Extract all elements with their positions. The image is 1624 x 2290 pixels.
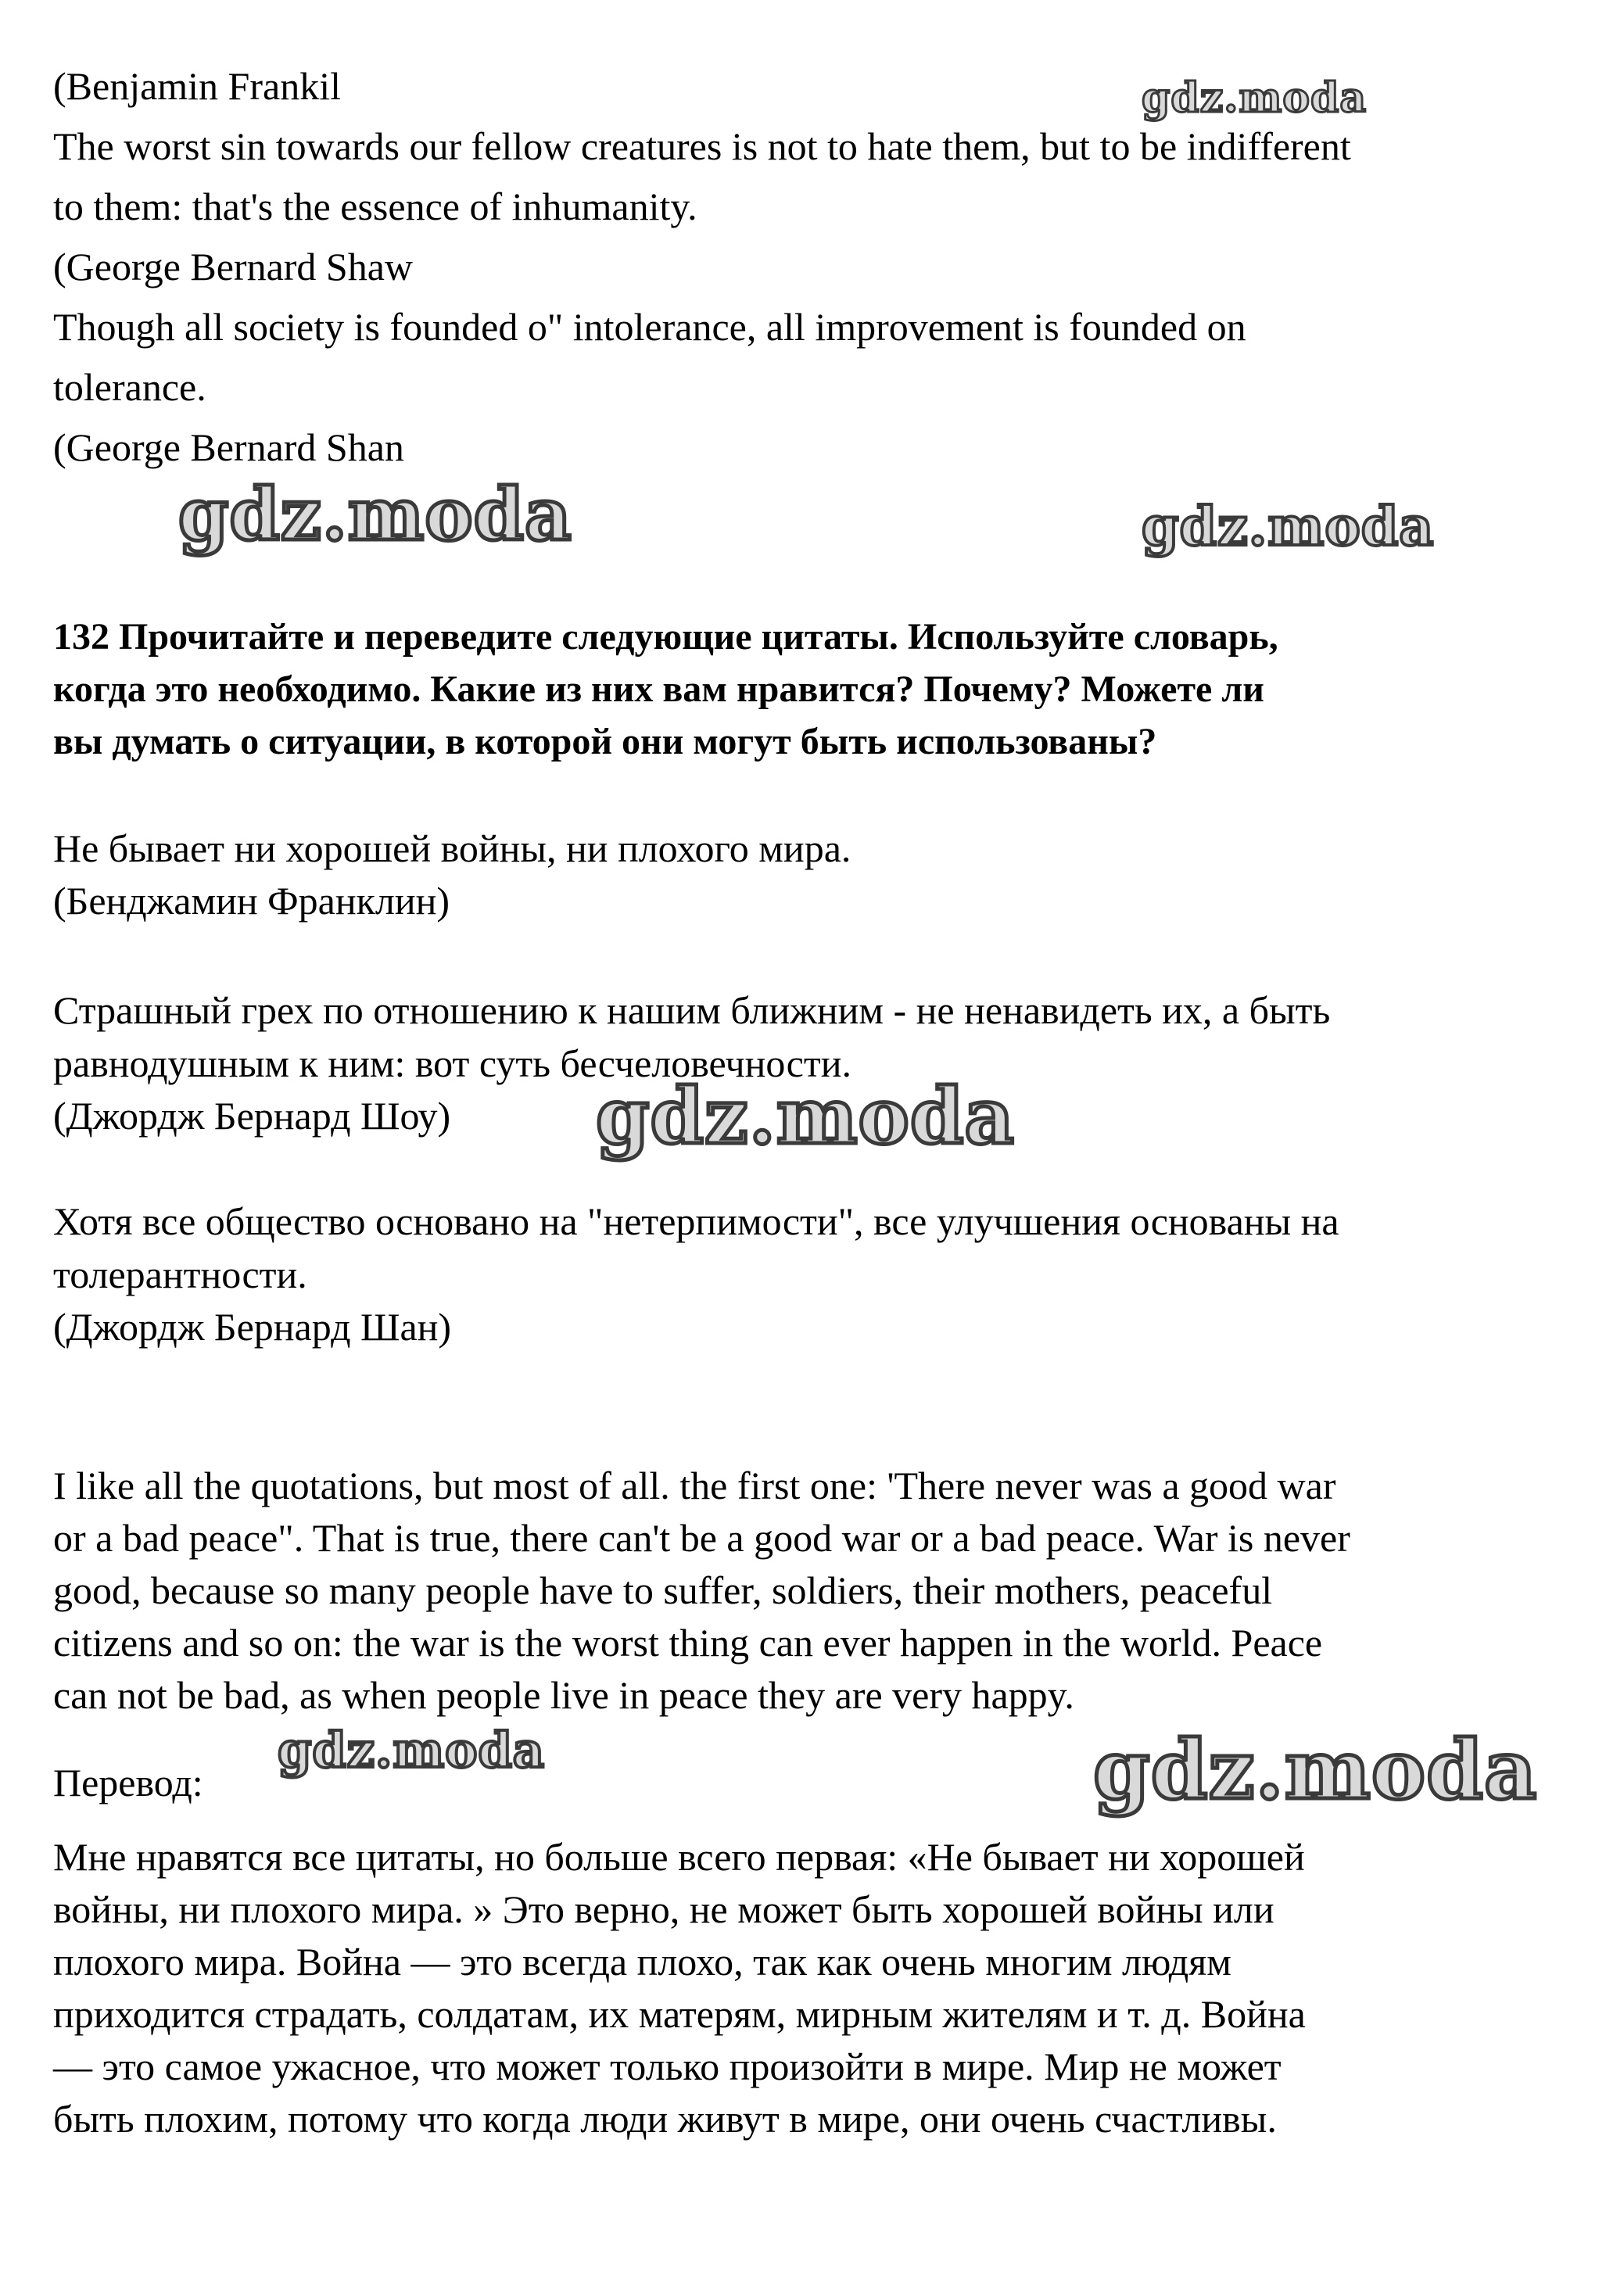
translation-line: плохого мира. Война — это всегда плохо, так как очень многим людям: [53, 1940, 1231, 1984]
quote-attribution: (Benjamin Frankil: [53, 64, 341, 108]
answer-line: citizens and so on: the war is the worst thing can ever happen in the world. Peace: [53, 1621, 1323, 1665]
watermark-logo: gdz.moda: [1142, 74, 1368, 122]
translated-quote: равнодушным к ним: вот суть бесчеловечности.: [53, 1041, 851, 1085]
quote-text: Though all society is founded o" intolerance, all improvement is founded on: [53, 305, 1246, 349]
translation-line: приходится страдать, солдатам, их матерям, мирным жителям и т. д. Война: [53, 1992, 1306, 2036]
quote-text: The worst sin towards our fellow creatures is not to hate them, but to be indifferent: [53, 124, 1351, 168]
watermark-logo: gdz.moda: [278, 1722, 545, 1779]
translated-quote: толерантности.: [53, 1253, 307, 1296]
translated-attribution: (Бенджамин Франклин): [53, 879, 450, 923]
translation-line: войны, ни плохого мира. » Это верно, не может быть хорошей войны или: [53, 1887, 1274, 1931]
translated-quote: Не бывает ни хорошей войны, ни плохого мира.: [53, 826, 851, 870]
task-heading-line: вы думать о ситуации, в которой они могут быть использованы?: [53, 721, 1157, 762]
watermark-logo: gdz.moda: [1142, 496, 1435, 558]
task-heading-line: когда это необходимо. Какие из них вам нравится? Почему? Можете ли: [53, 668, 1264, 710]
translation-line: — это самое ужасное, что может только произойти в мире. Мир не может: [53, 2045, 1282, 2088]
translated-attribution: (Джордж Бернард Шан): [53, 1305, 452, 1349]
answer-line: or a bad peace". That is true, there can't be a good war or a bad peace. War is never: [53, 1516, 1350, 1560]
quote-attribution: (George Bernard Shan: [53, 425, 404, 469]
translated-quote: Страшный грех по отношению к нашим ближним - не ненавидеть их, а быть: [53, 988, 1331, 1032]
translation-label: Перевод:: [53, 1761, 203, 1804]
watermark-logo: gdz.moda: [1093, 1722, 1538, 1818]
quote-text: tolerance.: [53, 365, 206, 409]
translation-line: Мне нравятся все цитаты, но больше всего первая: «Не бывает ни хорошей: [53, 1835, 1305, 1879]
translated-attribution: (Джордж Бернард Шоу): [53, 1094, 451, 1138]
answer-line: I like all the quotations, but most of all. the first one: 'There never was a good war: [53, 1464, 1336, 1507]
watermark-logo: gdz.moda: [596, 1072, 1015, 1162]
quote-attribution: (George Bernard Shaw: [53, 245, 414, 288]
watermark-logo: gdz.moda: [178, 472, 572, 557]
translation-line: быть плохим, потому что когда люди живут в мире, они очень счастливы.: [53, 2097, 1277, 2141]
task-heading-line: 132 Прочитайте и переведите следующие цитаты. Используйте словарь,: [53, 616, 1278, 658]
answer-line: good, because so many people have to suffer, soldiers, their mothers, peaceful: [53, 1568, 1273, 1612]
quote-text: to them: that's the essence of inhumanity.: [53, 185, 697, 228]
answer-line: can not be bad, as when people live in peace they are very happy.: [53, 1673, 1074, 1717]
translated-quote: Хотя все общество основано на "нетерпимости", все улучшения основаны на: [53, 1199, 1339, 1243]
